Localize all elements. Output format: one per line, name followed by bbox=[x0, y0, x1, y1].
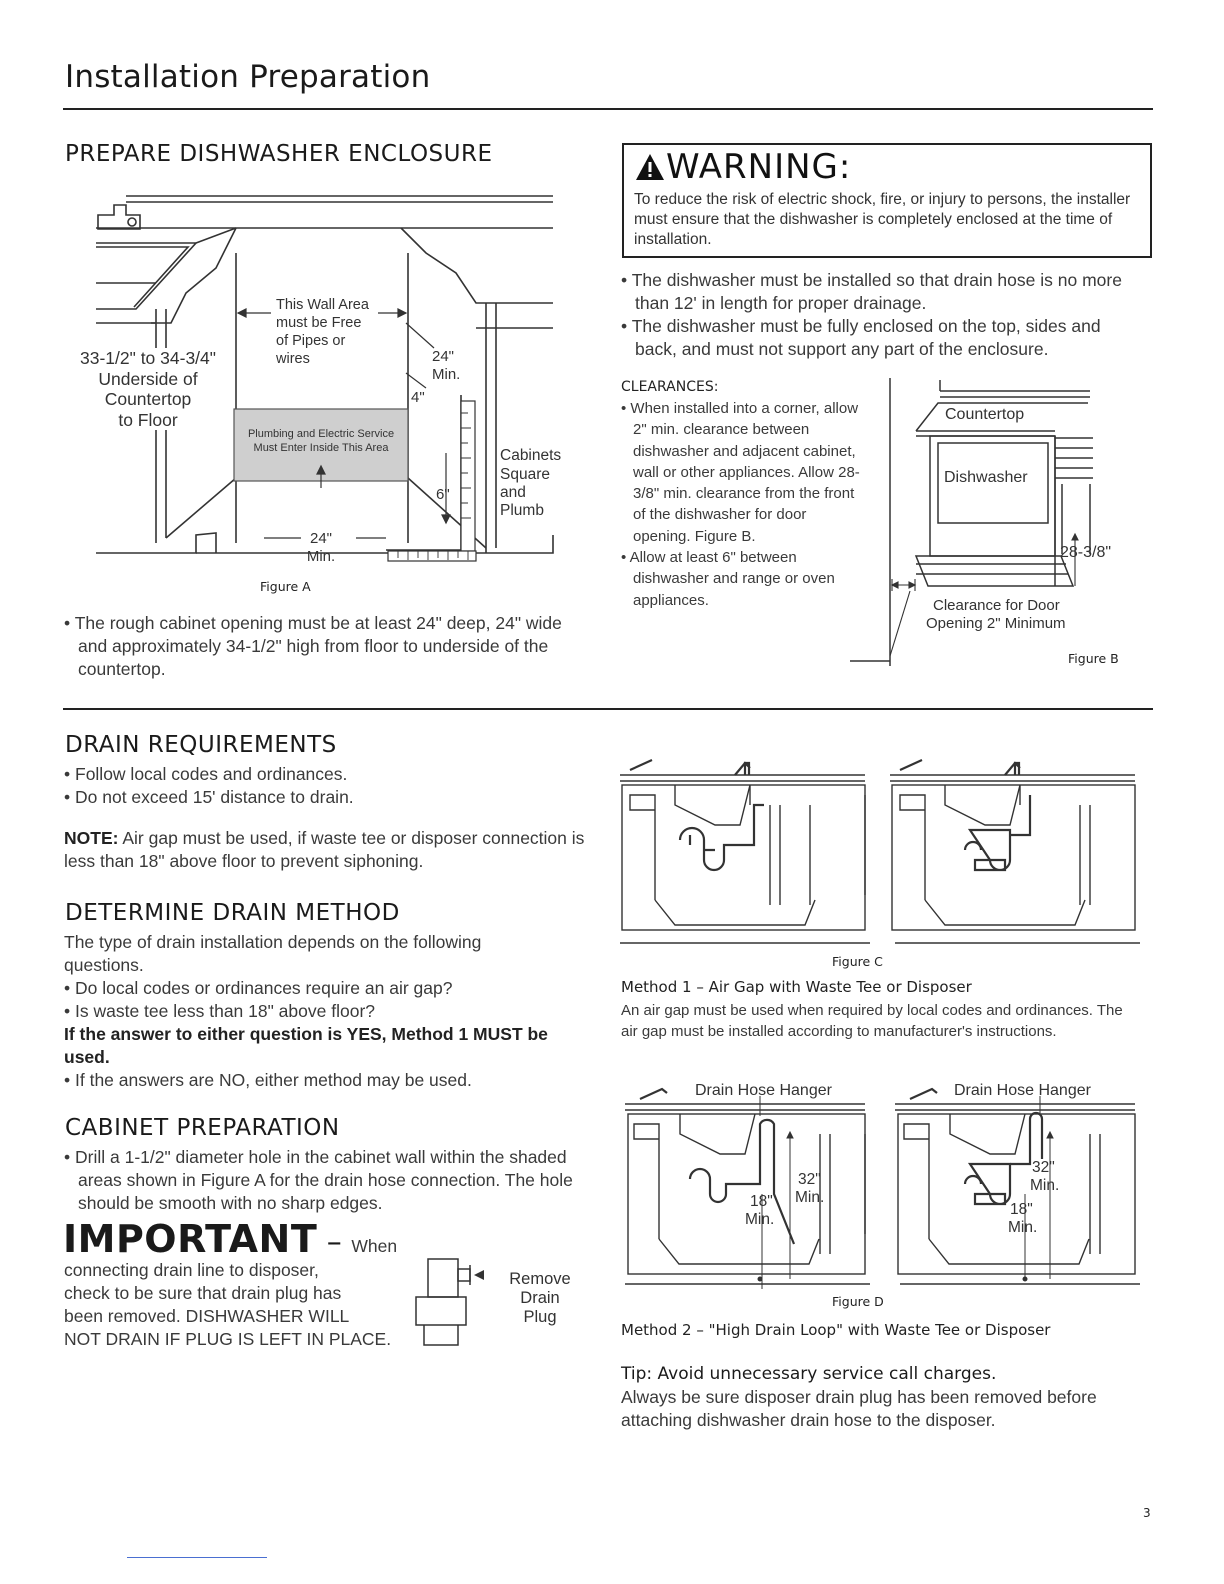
figure-a-caption: Figure A bbox=[260, 579, 311, 594]
rough-opening-bullet: • The rough cabinet opening must be at least 24" deep, 24" wide and approximately 34-1/2" high from floor to underside of the countertop. bbox=[64, 613, 562, 679]
figure-a-label: 6" bbox=[436, 486, 450, 503]
figure-d-label: 32" bbox=[798, 1171, 821, 1188]
height-line: Underside of bbox=[98, 368, 198, 389]
clearance-item: • Allow at least 6" between dishwasher and range or oven appliances. bbox=[621, 549, 835, 609]
method-heading: DETERMINE DRAIN METHOD bbox=[65, 900, 400, 926]
section-rule bbox=[63, 708, 1153, 710]
tip-title: Tip: Avoid unnecessary service call charges. bbox=[621, 1364, 997, 1384]
figure-b-diagram bbox=[850, 376, 1150, 676]
figure-d-label: Min. bbox=[745, 1211, 775, 1228]
warning-text: To reduce the risk of electric shock, fire, or injury to persons, the installer must ensure that the dishwasher is completely enclosed at the time of installation. bbox=[634, 191, 1131, 248]
method-either: • If the answers are NO, either method may be used. bbox=[64, 1070, 472, 1090]
important-line: been removed. DISHWASHER WILL bbox=[64, 1306, 350, 1326]
figure-a-shaded-label: Must Enter Inside This Area bbox=[253, 442, 389, 454]
figure-b-label: Opening 2" Minimum bbox=[926, 615, 1066, 632]
figure-d-label: 18" bbox=[1010, 1201, 1033, 1218]
drain-note bbox=[64, 827, 594, 873]
method-question: • Do local codes or ordinances require an air gap? bbox=[64, 978, 453, 998]
clearances-list bbox=[621, 398, 861, 611]
note-text: Air gap must be used, if waste tee or disposer connection is less than 18" above floor to prevent siphoning. bbox=[64, 828, 585, 871]
method2-title: Method 2 – "High Drain Loop" with Waste Tee or Disposer bbox=[621, 1321, 1051, 1339]
method1-text: An air gap must be used when required by local codes and ordinances. The air gap must be installed according to manufacturer's instructions. bbox=[621, 1002, 1123, 1041]
figure-d-label: 18" bbox=[750, 1193, 773, 1210]
height-line: Countertop bbox=[104, 389, 192, 409]
method-must: If the answer to either question is YES, Method 1 MUST be used. bbox=[64, 1024, 548, 1067]
clearance-item-text: When installed into a corner, allow 2" min. clearance between dishwasher and adjacent cabinet, wall or other appliances. Allow 28-3/8" min. clearance from the front of the dishwasher for door opening. Figure B. bbox=[630, 400, 860, 545]
figure-a-label: Plumb bbox=[500, 502, 544, 519]
figure-b-label: 28-3/8" bbox=[1060, 544, 1112, 561]
figure-b-label: Countertop bbox=[945, 406, 1025, 423]
cabinet-item-text: Drill a 1-1/2" diameter hole in the cabinet wall within the shaded areas shown in Figure A for the drain hose connection. The hole should be smooth with no sharp edges. bbox=[75, 1147, 573, 1213]
figure-b-caption: Figure B bbox=[1068, 651, 1119, 666]
figure-a-shaded-label: Plumbing and Electric Service bbox=[247, 428, 395, 440]
figure-d-hanger-label: Drain Hose Hanger bbox=[954, 1082, 1091, 1099]
remove-line: Remove bbox=[509, 1270, 571, 1288]
method1-title: Method 1 – Air Gap with Waste Tee or Disposer bbox=[621, 978, 972, 996]
install-notes bbox=[621, 269, 1146, 361]
tip-text: Always be sure disposer drain plug has been removed before attaching dishwasher drain hose to the disposer. bbox=[621, 1387, 1097, 1430]
drain-list bbox=[64, 763, 594, 873]
warning-box bbox=[622, 143, 1152, 258]
cabinet-text bbox=[64, 1146, 592, 1215]
drain-heading: DRAIN REQUIREMENTS bbox=[65, 732, 337, 758]
method-question-text: Is waste tee less than 18" above floor? bbox=[75, 1001, 376, 1021]
install-note-text: The dishwasher must be installed so that drain hose is no more than 12' in length for proper drainage. bbox=[631, 270, 1122, 313]
remove-line: Drain bbox=[520, 1289, 560, 1307]
important-line: connecting drain line to disposer, bbox=[64, 1260, 319, 1280]
method-question: • Is waste tee less than 18" above floor? bbox=[64, 1001, 376, 1021]
cabinet-item: • Drill a 1-1/2" diameter hole in the cabinet wall within the shaded areas shown in Figure A for the drain hose connection. The hole should be smooth with no sharp edges. bbox=[64, 1147, 573, 1213]
rough-opening-text: The rough cabinet opening must be at least 24" deep, 24" wide and approximately 34-1/2" high from floor to underside of the countertop. bbox=[74, 613, 562, 679]
drain-item-text: Do not exceed 15' distance to drain. bbox=[75, 787, 354, 807]
note-label: NOTE: bbox=[64, 828, 119, 848]
important-line: check to be sure that drain plug has bbox=[64, 1283, 342, 1303]
figure-a-label: 24" bbox=[432, 348, 455, 365]
figure-a-label: Square bbox=[500, 466, 550, 483]
remove-line: Plug bbox=[523, 1308, 557, 1326]
important-word: IMPORTANT bbox=[63, 1217, 318, 1261]
height-line: to Floor bbox=[118, 409, 178, 430]
figure-d-label: 32" bbox=[1032, 1159, 1055, 1176]
figure-a-label: 24" bbox=[309, 530, 333, 547]
important-lead: When bbox=[351, 1236, 398, 1256]
figure-a-label: wires bbox=[276, 351, 310, 367]
figure-d-label: Min. bbox=[1030, 1177, 1060, 1194]
figure-a-label: Min. bbox=[432, 366, 461, 383]
warning-triangle-icon bbox=[634, 152, 666, 182]
figure-a-label: Min. bbox=[306, 548, 336, 565]
method-block bbox=[64, 931, 564, 1092]
drain-item: • Follow local codes and ordinances. bbox=[64, 764, 348, 784]
page-title: Installation Preparation bbox=[65, 59, 431, 95]
warning-title-text: WARNING: bbox=[666, 147, 852, 187]
page-number: 3 bbox=[1143, 1506, 1151, 1520]
figure-d-label: Min. bbox=[1008, 1219, 1038, 1236]
method-intro: The type of drain installation depends on the following questions. bbox=[64, 932, 482, 975]
install-note: • The dishwasher must be fully enclosed on the top, sides and back, and must not support any part of the enclosure. bbox=[621, 316, 1101, 359]
disposer-plug-diagram bbox=[410, 1255, 500, 1355]
clearance-item-text: Allow at least 6" between dishwasher and range or oven appliances. bbox=[629, 549, 835, 609]
install-note-text: The dishwasher must be fully enclosed on the top, sides and back, and must not support any part of the enclosure. bbox=[631, 316, 1101, 359]
cabinet-heading: CABINET PREPARATION bbox=[65, 1115, 340, 1141]
figure-d-label: Min. bbox=[795, 1189, 825, 1206]
figure-a-label: This Wall Area bbox=[276, 297, 369, 313]
warning-title bbox=[634, 147, 851, 187]
figure-c-caption: Figure C bbox=[832, 954, 883, 969]
title-rule bbox=[63, 108, 1153, 110]
figure-b-label: Clearance for Door bbox=[933, 597, 1060, 614]
method-either-text: If the answers are NO, either method may be used. bbox=[75, 1070, 472, 1090]
drain-item-text: Follow local codes and ordinances. bbox=[75, 764, 348, 784]
figure-c-diagram bbox=[620, 755, 1150, 950]
method-question-text: Do local codes or ordinances require an air gap? bbox=[75, 978, 453, 998]
figure-a-label: must be Free bbox=[276, 315, 362, 331]
enclosure-heading: PREPARE DISHWASHER ENCLOSURE bbox=[65, 141, 493, 167]
rough-opening-note bbox=[64, 612, 592, 681]
important-heading bbox=[63, 1217, 397, 1261]
important-text bbox=[64, 1259, 404, 1351]
figure-d-caption: Figure D bbox=[832, 1294, 884, 1309]
figure-a-label: Cabinets bbox=[500, 447, 562, 464]
figure-a-label: 4" bbox=[411, 389, 425, 406]
footer-rule bbox=[127, 1557, 267, 1558]
remove-plug-label bbox=[500, 1270, 580, 1327]
clearance-item: • When installed into a corner, allow 2" min. clearance between dishwasher and adjacent cabinet, wall or other appliances. Allow 28-3/8" min. clearance from the front of the dishwasher for door opening. Figure B. bbox=[621, 400, 860, 545]
drain-item: • Do not exceed 15' distance to drain. bbox=[64, 787, 354, 807]
figure-b-label: Dishwasher bbox=[944, 469, 1028, 486]
important-line: NOT DRAIN IF PLUG IS LEFT IN PLACE. bbox=[64, 1329, 392, 1349]
important-dash: – bbox=[317, 1225, 352, 1260]
figure-a-label: and bbox=[500, 484, 526, 501]
height-line: 33-1/2" to 34-3/4" bbox=[80, 348, 216, 368]
figure-d-hanger-label: Drain Hose Hanger bbox=[695, 1082, 832, 1099]
figure-a-label: of Pipes or bbox=[276, 333, 346, 349]
install-note: • The dishwasher must be installed so that drain hose is no more than 12' in length for proper drainage. bbox=[621, 270, 1122, 313]
figure-d-diagram bbox=[620, 1074, 1150, 1294]
clearances-heading: CLEARANCES: bbox=[621, 379, 719, 395]
figure-a-height-label bbox=[68, 348, 228, 430]
